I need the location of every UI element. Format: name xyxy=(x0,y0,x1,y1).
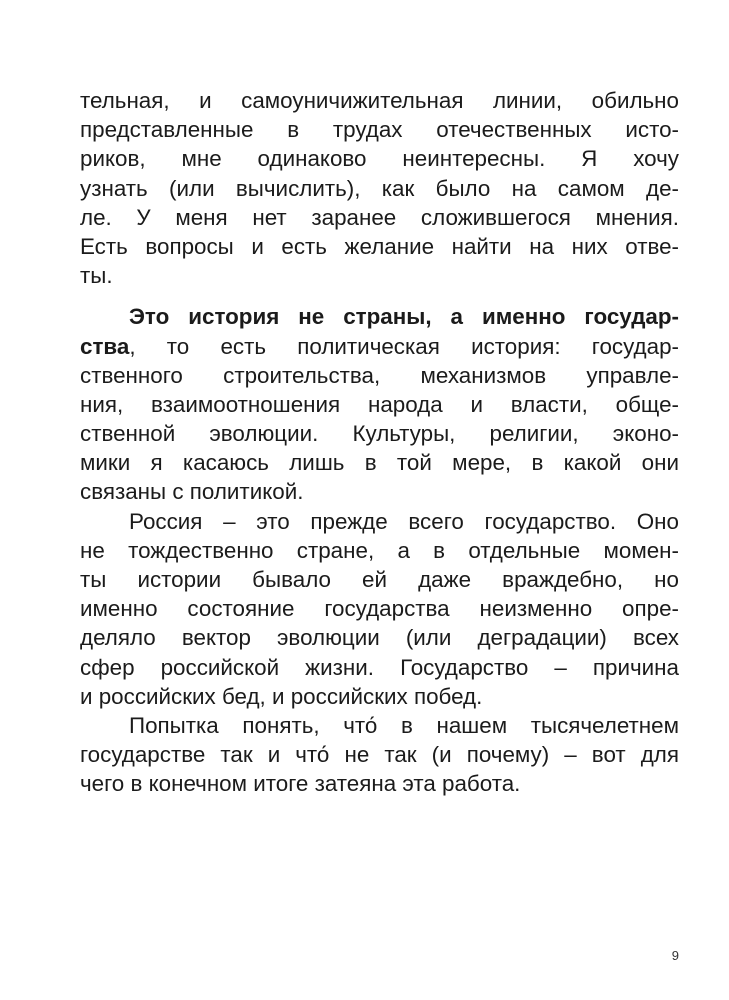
text-line: именно состояние государства неизменно опре- xyxy=(80,596,679,622)
text-line: деляло вектор эволюции (или деградации) всех xyxy=(80,625,679,651)
text-line: государстве так и что́ не так (и почему) – вот для xyxy=(80,742,679,768)
text-line: ственного строительства, механизмов управле- xyxy=(80,362,679,388)
text-line: ственной эволюции. Культуры, религии, эконо- xyxy=(80,421,679,447)
text-line: Россия – это прежде всего государство. Оно xyxy=(129,508,679,534)
text-line: риков, мне одинаково неинтересны. Я хочу xyxy=(80,146,679,172)
text-line: Попытка понять, что́ в нашем тысячелетнем xyxy=(129,712,679,738)
bold-lead-word: ства xyxy=(80,333,130,359)
text-line: ле. У меня нет заранее сложившегося мнения. xyxy=(80,204,679,230)
text-line: сфер российской жизни. Государство – причина xyxy=(80,654,679,680)
page-number: 9 xyxy=(671,948,679,963)
text-line: и российских бед, и российских побед. xyxy=(80,683,483,709)
bold-lead-line: Это история не страны, а именно государ- xyxy=(129,304,679,330)
text-fragment: , то есть политическая история: государ- xyxy=(129,333,679,359)
text-line: не тождественно стране, а в отдельные момен- xyxy=(80,537,679,563)
paragraph-1 xyxy=(80,86,679,290)
text-line: ты истории бывало ей даже враждебно, но xyxy=(80,567,679,592)
body-text xyxy=(80,86,679,799)
text-line: ния, взаимоотношения народа и власти, обще- xyxy=(80,391,679,417)
text-line: узнать (или вычислить), как было на самом де- xyxy=(80,175,679,201)
text-line: связаны с политикой. xyxy=(80,479,304,505)
text-line: Есть вопросы и есть желание найти на них отве- xyxy=(80,233,679,259)
text-line: ты. xyxy=(80,263,113,289)
paragraph-2 xyxy=(80,302,679,506)
text-line xyxy=(80,332,679,361)
paragraph-3 xyxy=(80,507,679,711)
text-line: чего в конечном итоге затеяна эта работа. xyxy=(80,771,521,797)
text-line: представленные в трудах отечественных исто- xyxy=(80,117,679,143)
text-line: тельная, и самоуничижительная линии, обильно xyxy=(80,88,679,113)
paragraph-4 xyxy=(80,711,679,799)
paragraph-spacer xyxy=(80,290,679,302)
text-line: мики я касаюсь лишь в той мере, в какой они xyxy=(80,450,679,476)
